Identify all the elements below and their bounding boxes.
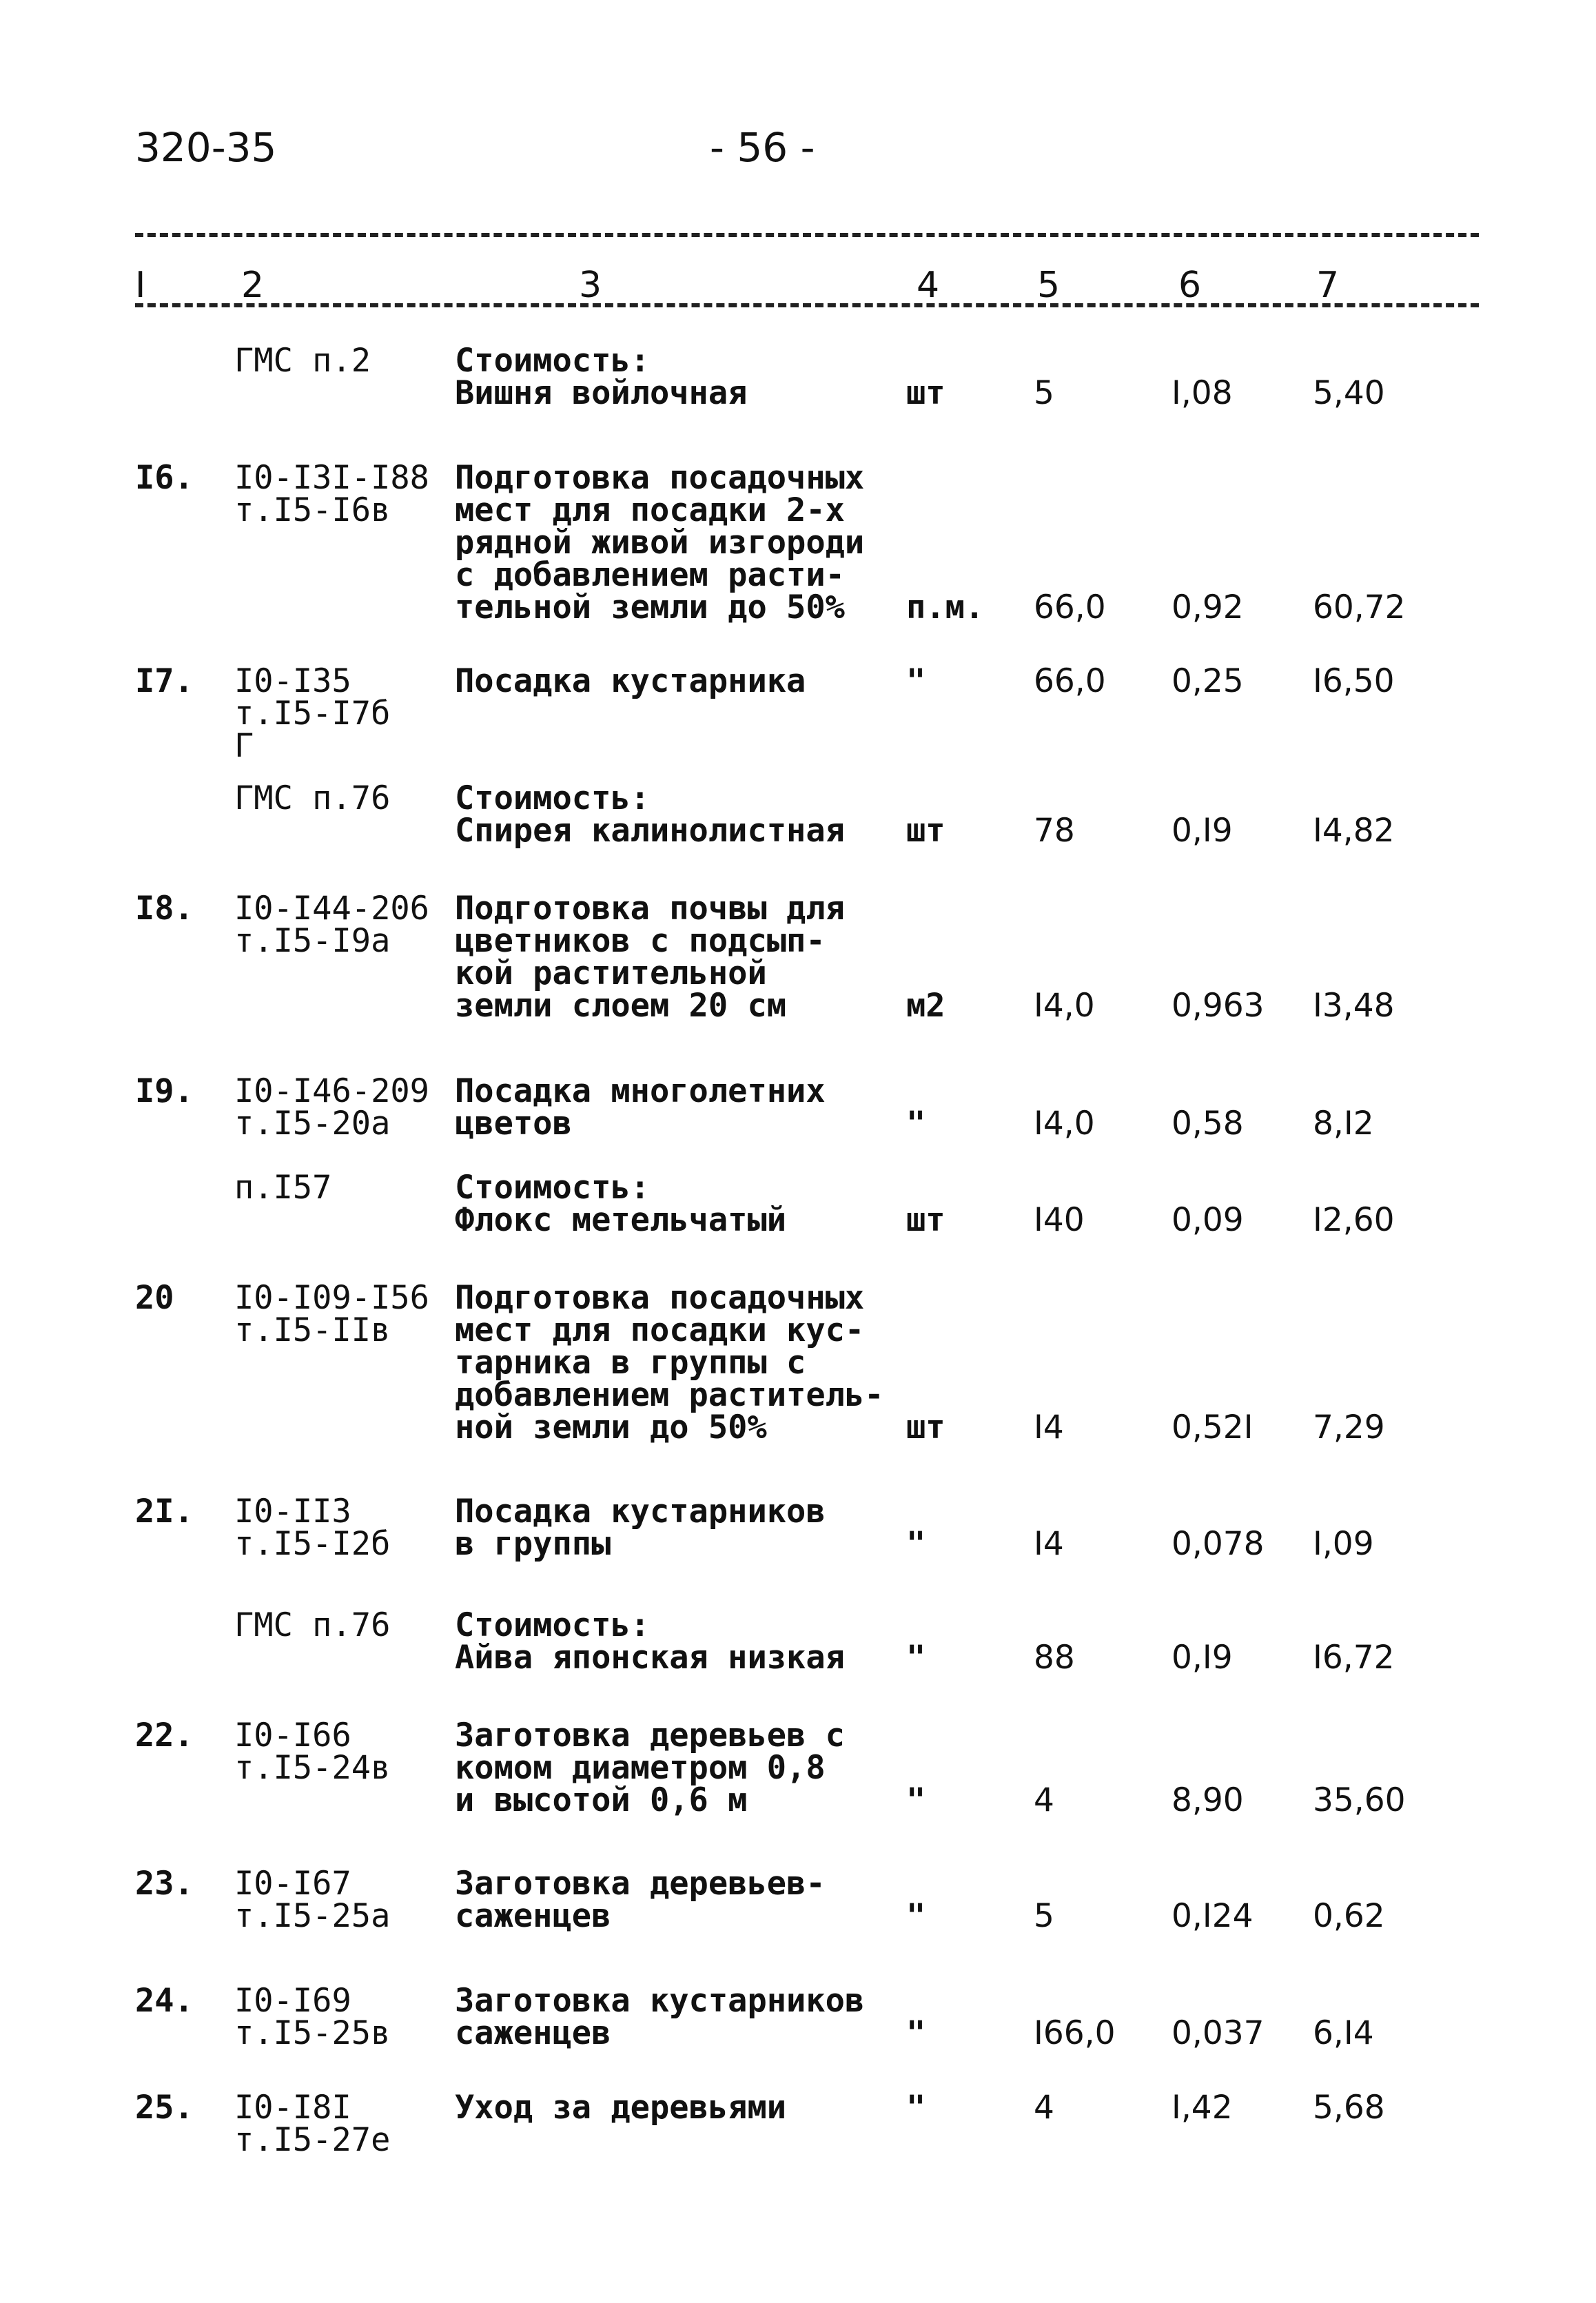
column-header-5: 5	[1037, 265, 1061, 306]
work-description-line: Посадка кустарников	[455, 1493, 826, 1531]
work-description-line: Спирея калинолистная	[455, 812, 845, 850]
norm-code-line: I0-I69	[234, 1982, 351, 2020]
norm-code-line: ГМС п.2	[234, 342, 371, 380]
row-number: 2I.	[135, 1493, 194, 1531]
work-description-line: Флокс метельчатый	[455, 1201, 787, 1239]
total-cost: 5,68	[1313, 2089, 1385, 2127]
total-cost: I2,60	[1313, 1201, 1395, 1239]
total-cost: 35,60	[1313, 1781, 1406, 1819]
norm-code	[234, 1169, 332, 1207]
work-description-line: кой растительной	[455, 954, 767, 992]
norm-code-line: т.I5-27е	[234, 2121, 391, 2159]
unit-price: 0,58	[1172, 1105, 1244, 1143]
work-description-line: Уход за деревьями	[455, 2089, 787, 2127]
unit: "	[906, 662, 926, 700]
unit: шт	[906, 1409, 945, 1446]
work-description-line: Посадка кустарника	[455, 662, 806, 700]
unit: "	[906, 2089, 926, 2127]
norm-code	[234, 779, 391, 817]
work-description-line: мест для посадки 2-х	[455, 491, 845, 529]
page-id: 320-35	[135, 124, 277, 171]
work-description-line: мест для посадки кус-	[455, 1311, 865, 1349]
row-number: I6.	[135, 459, 194, 497]
unit-price: 0,25	[1172, 662, 1244, 700]
norm-code	[234, 1982, 391, 2052]
work-description-line: цветов	[455, 1105, 572, 1143]
work-description-line: с добавлением расти-	[455, 556, 845, 594]
work-description	[455, 779, 845, 850]
work-description	[455, 1982, 865, 2052]
work-description-line: Вишня войлочная	[455, 374, 748, 412]
row-number: I9.	[135, 1072, 194, 1110]
work-description	[455, 662, 806, 700]
norm-code-line: п.I57	[234, 1169, 332, 1207]
work-description-line: и высотой 0,6 м	[455, 1781, 748, 1819]
column-header-4: 4	[917, 265, 940, 306]
row-number: 23.	[135, 1865, 194, 1903]
total-cost: I3,48	[1313, 987, 1395, 1025]
work-description-line: саженцев	[455, 1897, 611, 1935]
norm-code-line: т.I5-25а	[234, 1897, 391, 1935]
unit: шт	[906, 1201, 945, 1239]
quantity: I4	[1034, 1525, 1064, 1563]
norm-code-line: I0-I35	[234, 662, 351, 700]
unit: м2	[906, 987, 945, 1025]
norm-code-line: ГМС п.76	[234, 1606, 391, 1644]
work-description-line: Подготовка посадочных	[455, 1279, 865, 1317]
total-cost: 60,72	[1313, 588, 1406, 626]
norm-code	[234, 1493, 391, 1563]
quantity: 5	[1034, 374, 1054, 412]
norm-code-line: I0-I46-209	[234, 1072, 429, 1110]
quantity: 88	[1034, 1639, 1075, 1677]
work-description-line: земли слоем 20 см	[455, 987, 787, 1025]
total-cost: I6,50	[1313, 662, 1395, 700]
unit-price: I,42	[1172, 2089, 1233, 2127]
total-cost: I4,82	[1313, 812, 1395, 850]
norm-code-line: I0-I67	[234, 1865, 351, 1903]
total-cost: I6,72	[1313, 1639, 1395, 1677]
work-description-line: Айва японская низкая	[455, 1639, 845, 1677]
norm-code	[234, 459, 429, 529]
total-cost: 0,62	[1313, 1897, 1385, 1935]
norm-code-line: т.I5-I2б	[234, 1525, 391, 1563]
unit: "	[906, 1105, 926, 1143]
unit-price: 0,I24	[1172, 1897, 1254, 1935]
unit: шт	[906, 374, 945, 412]
norm-code-line: т.I5-I9а	[234, 922, 391, 960]
row-number: 25.	[135, 2089, 194, 2127]
unit-price: 0,963	[1172, 987, 1265, 1025]
unit-price: 0,I9	[1172, 1639, 1233, 1677]
header-divider	[135, 303, 1479, 307]
column-header-6: 6	[1178, 265, 1202, 306]
work-description	[455, 1865, 826, 1935]
work-description-line: Заготовка деревьев-	[455, 1865, 826, 1903]
norm-code	[234, 1279, 429, 1349]
unit-price: 0,52I	[1172, 1409, 1254, 1446]
work-description-line: тельной земли до 50%	[455, 588, 845, 626]
row-number: I8.	[135, 890, 194, 928]
unit-price: I,08	[1172, 374, 1233, 412]
norm-code	[234, 1606, 391, 1644]
unit-price: 0,09	[1172, 1201, 1244, 1239]
norm-code-line: т.I5-I7б	[234, 695, 391, 733]
norm-code-line: т.I5-24в	[234, 1749, 391, 1787]
quantity: I40	[1034, 1201, 1085, 1239]
unit: шт	[906, 812, 945, 850]
work-description-line: тарника в группы с	[455, 1344, 806, 1382]
unit: "	[906, 2014, 926, 2052]
row-number: 20	[135, 1279, 174, 1317]
row-number: 24.	[135, 1982, 194, 2020]
column-header-1: I	[135, 265, 146, 306]
quantity: 4	[1034, 2089, 1054, 2127]
total-cost: 6,I4	[1313, 2014, 1374, 2052]
work-description-line: Заготовка деревьев с	[455, 1717, 845, 1754]
top-divider	[135, 233, 1479, 237]
norm-code	[234, 342, 371, 380]
quantity: 66,0	[1034, 588, 1106, 626]
column-header-7: 7	[1316, 265, 1340, 306]
work-description-line: Стоимость:	[455, 1169, 650, 1207]
work-description-line: Подготовка почвы для	[455, 890, 845, 928]
total-cost: I,09	[1313, 1525, 1374, 1563]
unit: "	[906, 1781, 926, 1819]
work-description-line: Подготовка посадочных	[455, 459, 865, 497]
norm-code-line: Г	[234, 727, 254, 765]
quantity: I4,0	[1034, 987, 1095, 1025]
work-description	[455, 2089, 787, 2127]
work-description-line: Стоимость:	[455, 342, 650, 380]
unit: "	[906, 1525, 926, 1563]
norm-code-line: I0-I66	[234, 1717, 351, 1754]
unit-price: 8,90	[1172, 1781, 1244, 1819]
column-header-3: 3	[579, 265, 602, 306]
norm-code-line: т.I5-I6в	[234, 491, 391, 529]
work-description	[455, 1279, 884, 1446]
total-cost: 5,40	[1313, 374, 1385, 412]
norm-code-line: т.I5-20а	[234, 1105, 391, 1143]
work-description-line: комом диаметром 0,8	[455, 1749, 826, 1787]
total-cost: 7,29	[1313, 1409, 1385, 1446]
unit-price: 0,078	[1172, 1525, 1265, 1563]
quantity: I4,0	[1034, 1105, 1095, 1143]
work-description	[455, 1606, 845, 1677]
norm-code	[234, 1717, 391, 1787]
work-description	[455, 1493, 826, 1563]
norm-code-line: I0-I09-I56	[234, 1279, 429, 1317]
unit: п.м.	[906, 588, 985, 626]
work-description-line: добавлением раститель-	[455, 1376, 884, 1414]
work-description	[455, 890, 845, 1025]
quantity: 66,0	[1034, 662, 1106, 700]
quantity: 4	[1034, 1781, 1054, 1819]
norm-code	[234, 890, 429, 960]
work-description-line: рядной живой изгороди	[455, 524, 865, 562]
work-description	[455, 1072, 826, 1143]
row-number: 22.	[135, 1717, 194, 1754]
work-description	[455, 459, 865, 626]
unit-price: 0,037	[1172, 2014, 1265, 2052]
unit-price: 0,92	[1172, 588, 1244, 626]
norm-code-line: т.I5-IIв	[234, 1311, 391, 1349]
work-description-line: ной земли до 50%	[455, 1409, 767, 1446]
norm-code	[234, 1865, 391, 1935]
work-description-line: цветников с подсып-	[455, 922, 826, 960]
work-description	[455, 342, 748, 412]
work-description-line: Стоимость:	[455, 1606, 650, 1644]
norm-code	[234, 662, 391, 765]
unit: "	[906, 1897, 926, 1935]
unit: "	[906, 1639, 926, 1677]
work-description-line: Стоимость:	[455, 779, 650, 817]
quantity: I4	[1034, 1409, 1064, 1446]
norm-code	[234, 2089, 391, 2159]
total-cost: 8,I2	[1313, 1105, 1374, 1143]
work-description-line: саженцев	[455, 2014, 611, 2052]
quantity: I66,0	[1034, 2014, 1116, 2052]
norm-code-line: I0-II3	[234, 1493, 351, 1531]
row-number: I7.	[135, 662, 194, 700]
norm-code-line: I0-I44-206	[234, 890, 429, 928]
work-description	[455, 1169, 787, 1239]
quantity: 5	[1034, 1897, 1054, 1935]
norm-code-line: I0-I3I-I88	[234, 459, 429, 497]
unit-price: 0,I9	[1172, 812, 1233, 850]
column-header-2: 2	[241, 265, 265, 306]
work-description-line: в группы	[455, 1525, 611, 1563]
norm-code-line: т.I5-25в	[234, 2014, 391, 2052]
work-description-line: Заготовка кустарников	[455, 1982, 865, 2020]
norm-code-line: ГМС п.76	[234, 779, 391, 817]
work-description	[455, 1717, 845, 1819]
quantity: 78	[1034, 812, 1075, 850]
work-description-line: Посадка многолетних	[455, 1072, 826, 1110]
norm-code-line: I0-I8I	[234, 2089, 351, 2127]
page-number: - 56 -	[710, 124, 815, 171]
norm-code	[234, 1072, 429, 1143]
